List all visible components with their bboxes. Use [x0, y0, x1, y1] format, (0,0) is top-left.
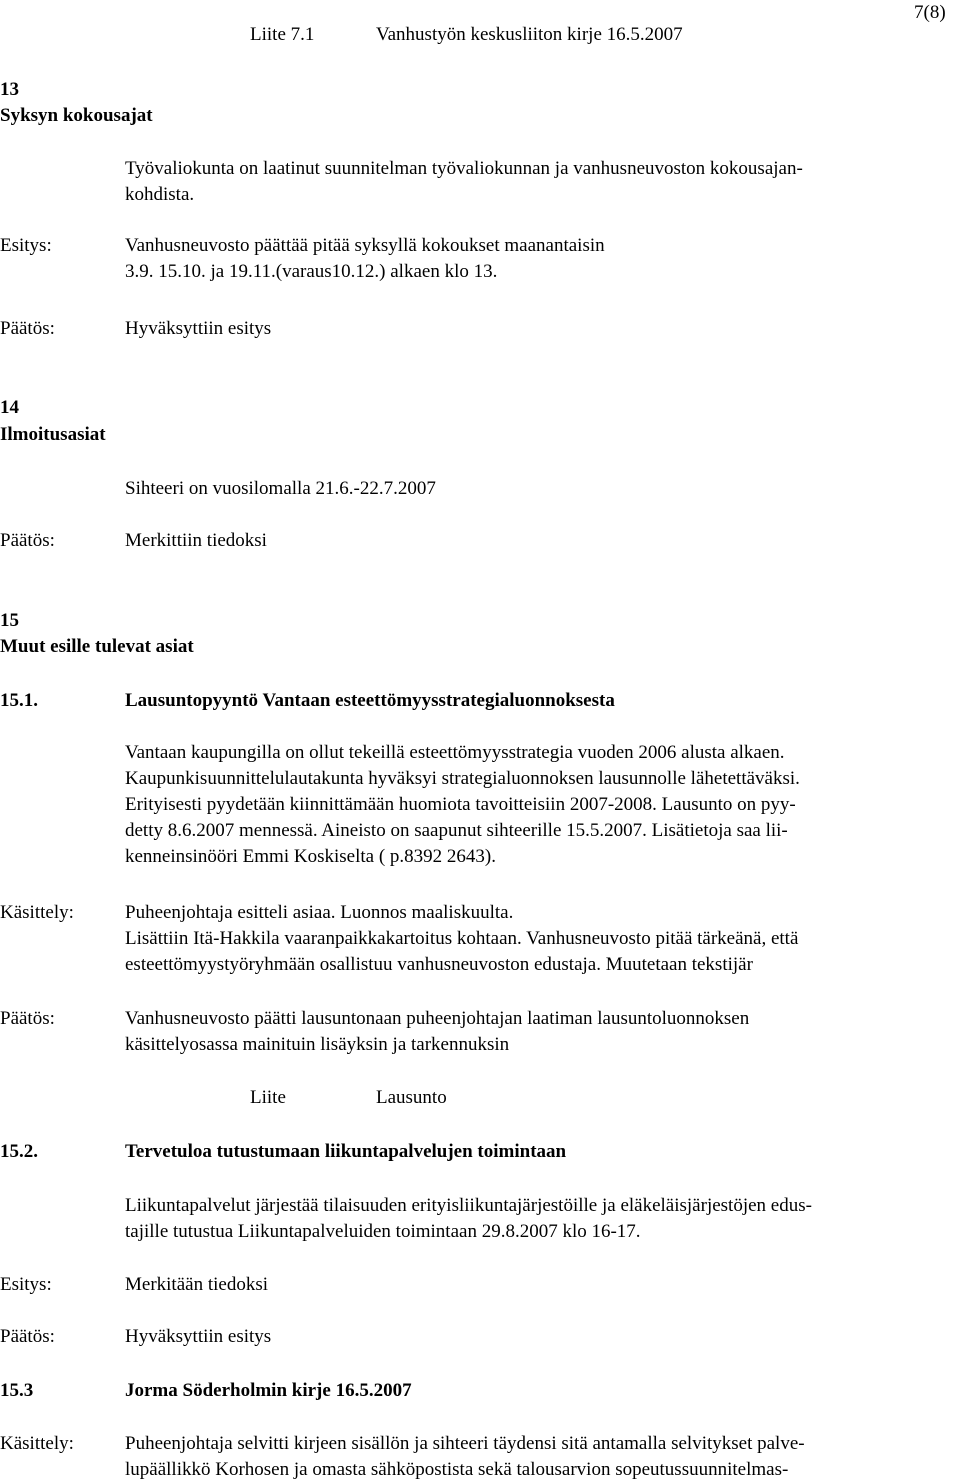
item-15-1-text-line: kenneinsinööri Emmi Koskiselta ( p.8392 2643). — [125, 846, 496, 867]
item-15-1-text-line: detty 8.6.2007 mennessä. Aineisto on saapunut sihteerille 15.5.2007. Lisätietoja saa lii- — [125, 820, 788, 841]
item-15-3-kasittely-line: lupäällikkö Korhosen ja omasta sähköpostista sekä talousarvion sopeutussuunnitelmas- — [125, 1459, 789, 1480]
section-14-paatos: Merkittiin tiedoksi — [125, 530, 267, 551]
item-15-1-number: 15.1. — [0, 690, 38, 711]
item-15-1-kasittely-line: Puheenjohtaja esitteli asiaa. Luonnos maaliskuulta. — [125, 902, 514, 923]
item-15-2-text-line: tajille tutustua Liikuntapalveluiden toimintaan 29.8.2007 klo 16-17. — [125, 1221, 641, 1242]
section-14-text: Sihteeri on vuosilomalla 21.6.-22.7.2007 — [125, 478, 436, 499]
item-15-1-paatos-line: käsittelyosassa mainituin lisäyksin ja tarkennuksin — [125, 1034, 510, 1055]
item-15-3-kasittely-label: Käsittely: — [0, 1433, 74, 1454]
section-13-esitys-label: Esitys: — [0, 235, 52, 256]
section-13-number: 13 — [0, 79, 19, 100]
item-15-3-title: Jorma Söderholmin kirje 16.5.2007 — [125, 1380, 412, 1401]
item-15-2-esitys-label: Esitys: — [0, 1274, 52, 1295]
section-13-title: Syksyn kokousajat — [0, 105, 153, 126]
item-15-2-esitys: Merkitään tiedoksi — [125, 1274, 268, 1295]
item-15-2-text-line: Liikuntapalvelut järjestää tilaisuuden erityisliikuntajärjestöille ja eläkeläisjärjestöjen edus- — [125, 1195, 812, 1216]
section-13-paatos: Hyväksyttiin esitys — [125, 318, 272, 339]
section-13-text-line: kohdista. — [125, 184, 195, 205]
item-15-1-paatos-label: Päätös: — [0, 1008, 55, 1029]
section-13-paatos-label: Päätös: — [0, 318, 55, 339]
item-15-2-paatos: Hyväksyttiin esitys — [125, 1326, 272, 1347]
item-15-1-kasittely-line: esteettömyystyöryhmään osallistuu vanhusneuvoston edustaja. Muutetaan tekstijär — [125, 954, 753, 975]
item-15-2-paatos-label: Päätös: — [0, 1326, 55, 1347]
header-liite: Liite 7.1 — [250, 24, 315, 45]
item-15-2-number: 15.2. — [0, 1141, 38, 1162]
section-13-esitys-line: 3.9. 15.10. ja 19.11.(varaus10.12.) alkaen klo 13. — [125, 261, 498, 282]
page-number: 7(8) — [914, 2, 946, 23]
item-15-1-kasittely-line: Lisättiin Itä-Hakkila vaaranpaikkakartoitus kohtaan. Vanhusneuvosto pitää tärkeänä, että — [125, 928, 799, 949]
item-15-3-number: 15.3 — [0, 1380, 34, 1401]
section-13-esitys-line: Vanhusneuvosto päättää pitää syksyllä kokoukset maanantaisin — [125, 235, 605, 256]
section-14-number: 14 — [0, 397, 19, 418]
item-15-1-paatos-line: Vanhusneuvosto päätti lausuntonaan puheenjohtajan laatiman lausuntoluonnoksen — [125, 1008, 750, 1029]
item-15-1-text-line: Kaupunkisuunnittelulautakunta hyväksyi strategialuonnoksen lausunnolle lähetettäväksi. — [125, 768, 800, 789]
item-15-3-kasittely-line: Puheenjohtaja selvitti kirjeen sisällön ja sihteeri täydensi sitä antamalla selvitykset palve- — [125, 1433, 805, 1454]
section-15-number: 15 — [0, 610, 19, 631]
section-14-paatos-label: Päätös: — [0, 530, 55, 551]
item-15-1-text-line: Erityisesti pyydetään kiinnittämään huomiota tavoitteisiin 2007-2008. Lausunto on pyy- — [125, 794, 796, 815]
item-15-1-title: Lausuntopyyntö Vantaan esteettömyysstrategialuonnoksesta — [125, 690, 615, 711]
section-15-title: Muut esille tulevat asiat — [0, 636, 194, 657]
item-15-1-liite-label: Liite — [250, 1087, 286, 1108]
section-13-text-line: Työvaliokunta on laatinut suunnitelman työvaliokunnan ja vanhusneuvoston kokousajan- — [125, 158, 803, 179]
item-15-1-kasittely-label: Käsittely: — [0, 902, 74, 923]
item-15-2-title: Tervetuloa tutustumaan liikuntapalvelujen toimintaan — [125, 1141, 567, 1162]
item-15-1-liite-name: Lausunto — [376, 1087, 447, 1108]
item-15-1-text-line: Vantaan kaupungilla on ollut tekeillä esteettömyysstrategia vuoden 2006 alusta alkaen. — [125, 742, 785, 763]
header-title: Vanhustyön keskusliiton kirje 16.5.2007 — [376, 24, 683, 45]
section-14-title: Ilmoitusasiat — [0, 424, 106, 445]
